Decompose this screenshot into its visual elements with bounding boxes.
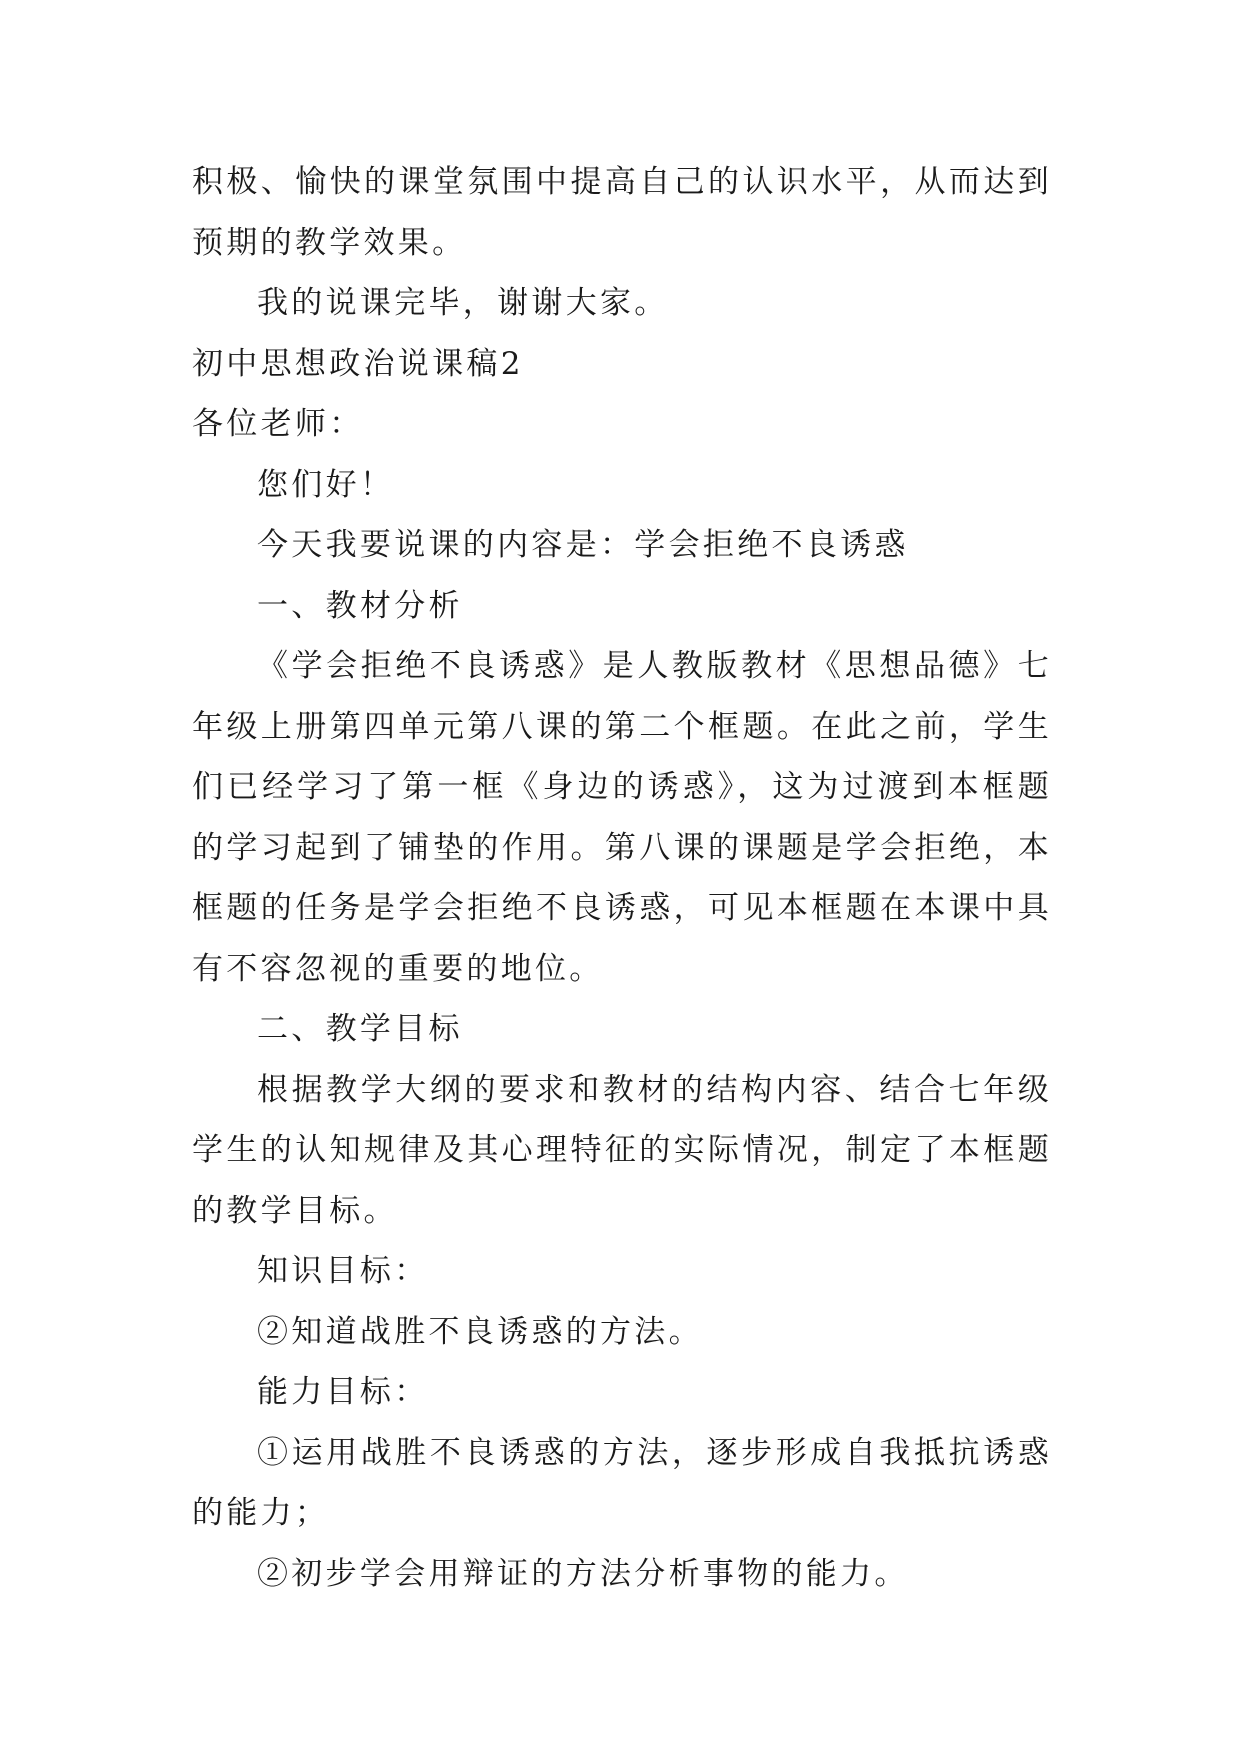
document-body — [192, 152, 1052, 1604]
greeting: 您们好！ — [257, 466, 395, 503]
section-title: 初中思想政治说课稿2 — [192, 345, 524, 382]
topic-intro: 今天我要说课的内容是：学会拒绝不良诱惑 — [257, 527, 909, 563]
list-item-knowledge-goal: ②知道战胜不良诱惑的方法。 — [257, 1313, 703, 1350]
list-item-ability-goal-2: ②初步学会用辩证的方法分析事物的能力。 — [257, 1555, 909, 1592]
heading-material-analysis: 一、教材分析 — [257, 587, 463, 624]
paragraph-continuation: 积极、愉快的课堂氛围中提高自己的认识水平，从而达到预期的教学效果。 — [192, 164, 1052, 261]
heading-ability-goals: 能力目标： — [257, 1374, 429, 1410]
salutation: 各位老师： — [192, 406, 364, 442]
heading-knowledge-goals: 知识目标： — [257, 1253, 429, 1289]
paragraph-closing: 我的说课完毕，谢谢大家。 — [257, 285, 669, 321]
heading-teaching-goals: 二、教学目标 — [257, 1011, 463, 1047]
paragraph-material-analysis: 《学会拒绝不良诱惑》是人教版教材《思想品德》七年级上册第四单元第八课的第二个框题。在此之前，学生们已经学习了第一框《身边的诱惑》，这为过渡到本框题的学习起到了铺垫的作用。第八课的课题是学会拒绝，本框题的任务是学会拒绝不良诱惑，可见本框题在本课中具有不容忽视的重要的地位。 — [192, 648, 1052, 987]
list-item-ability-goal-1: ①运用战胜不良诱惑的方法，逐步形成自我抵抗诱惑的能力； — [192, 1434, 1052, 1531]
paragraph-teaching-goals: 根据教学大纲的要求和教材的结构内容、结合七年级学生的认知规律及其心理特征的实际情况，制定了本框题的教学目标。 — [192, 1071, 1052, 1229]
